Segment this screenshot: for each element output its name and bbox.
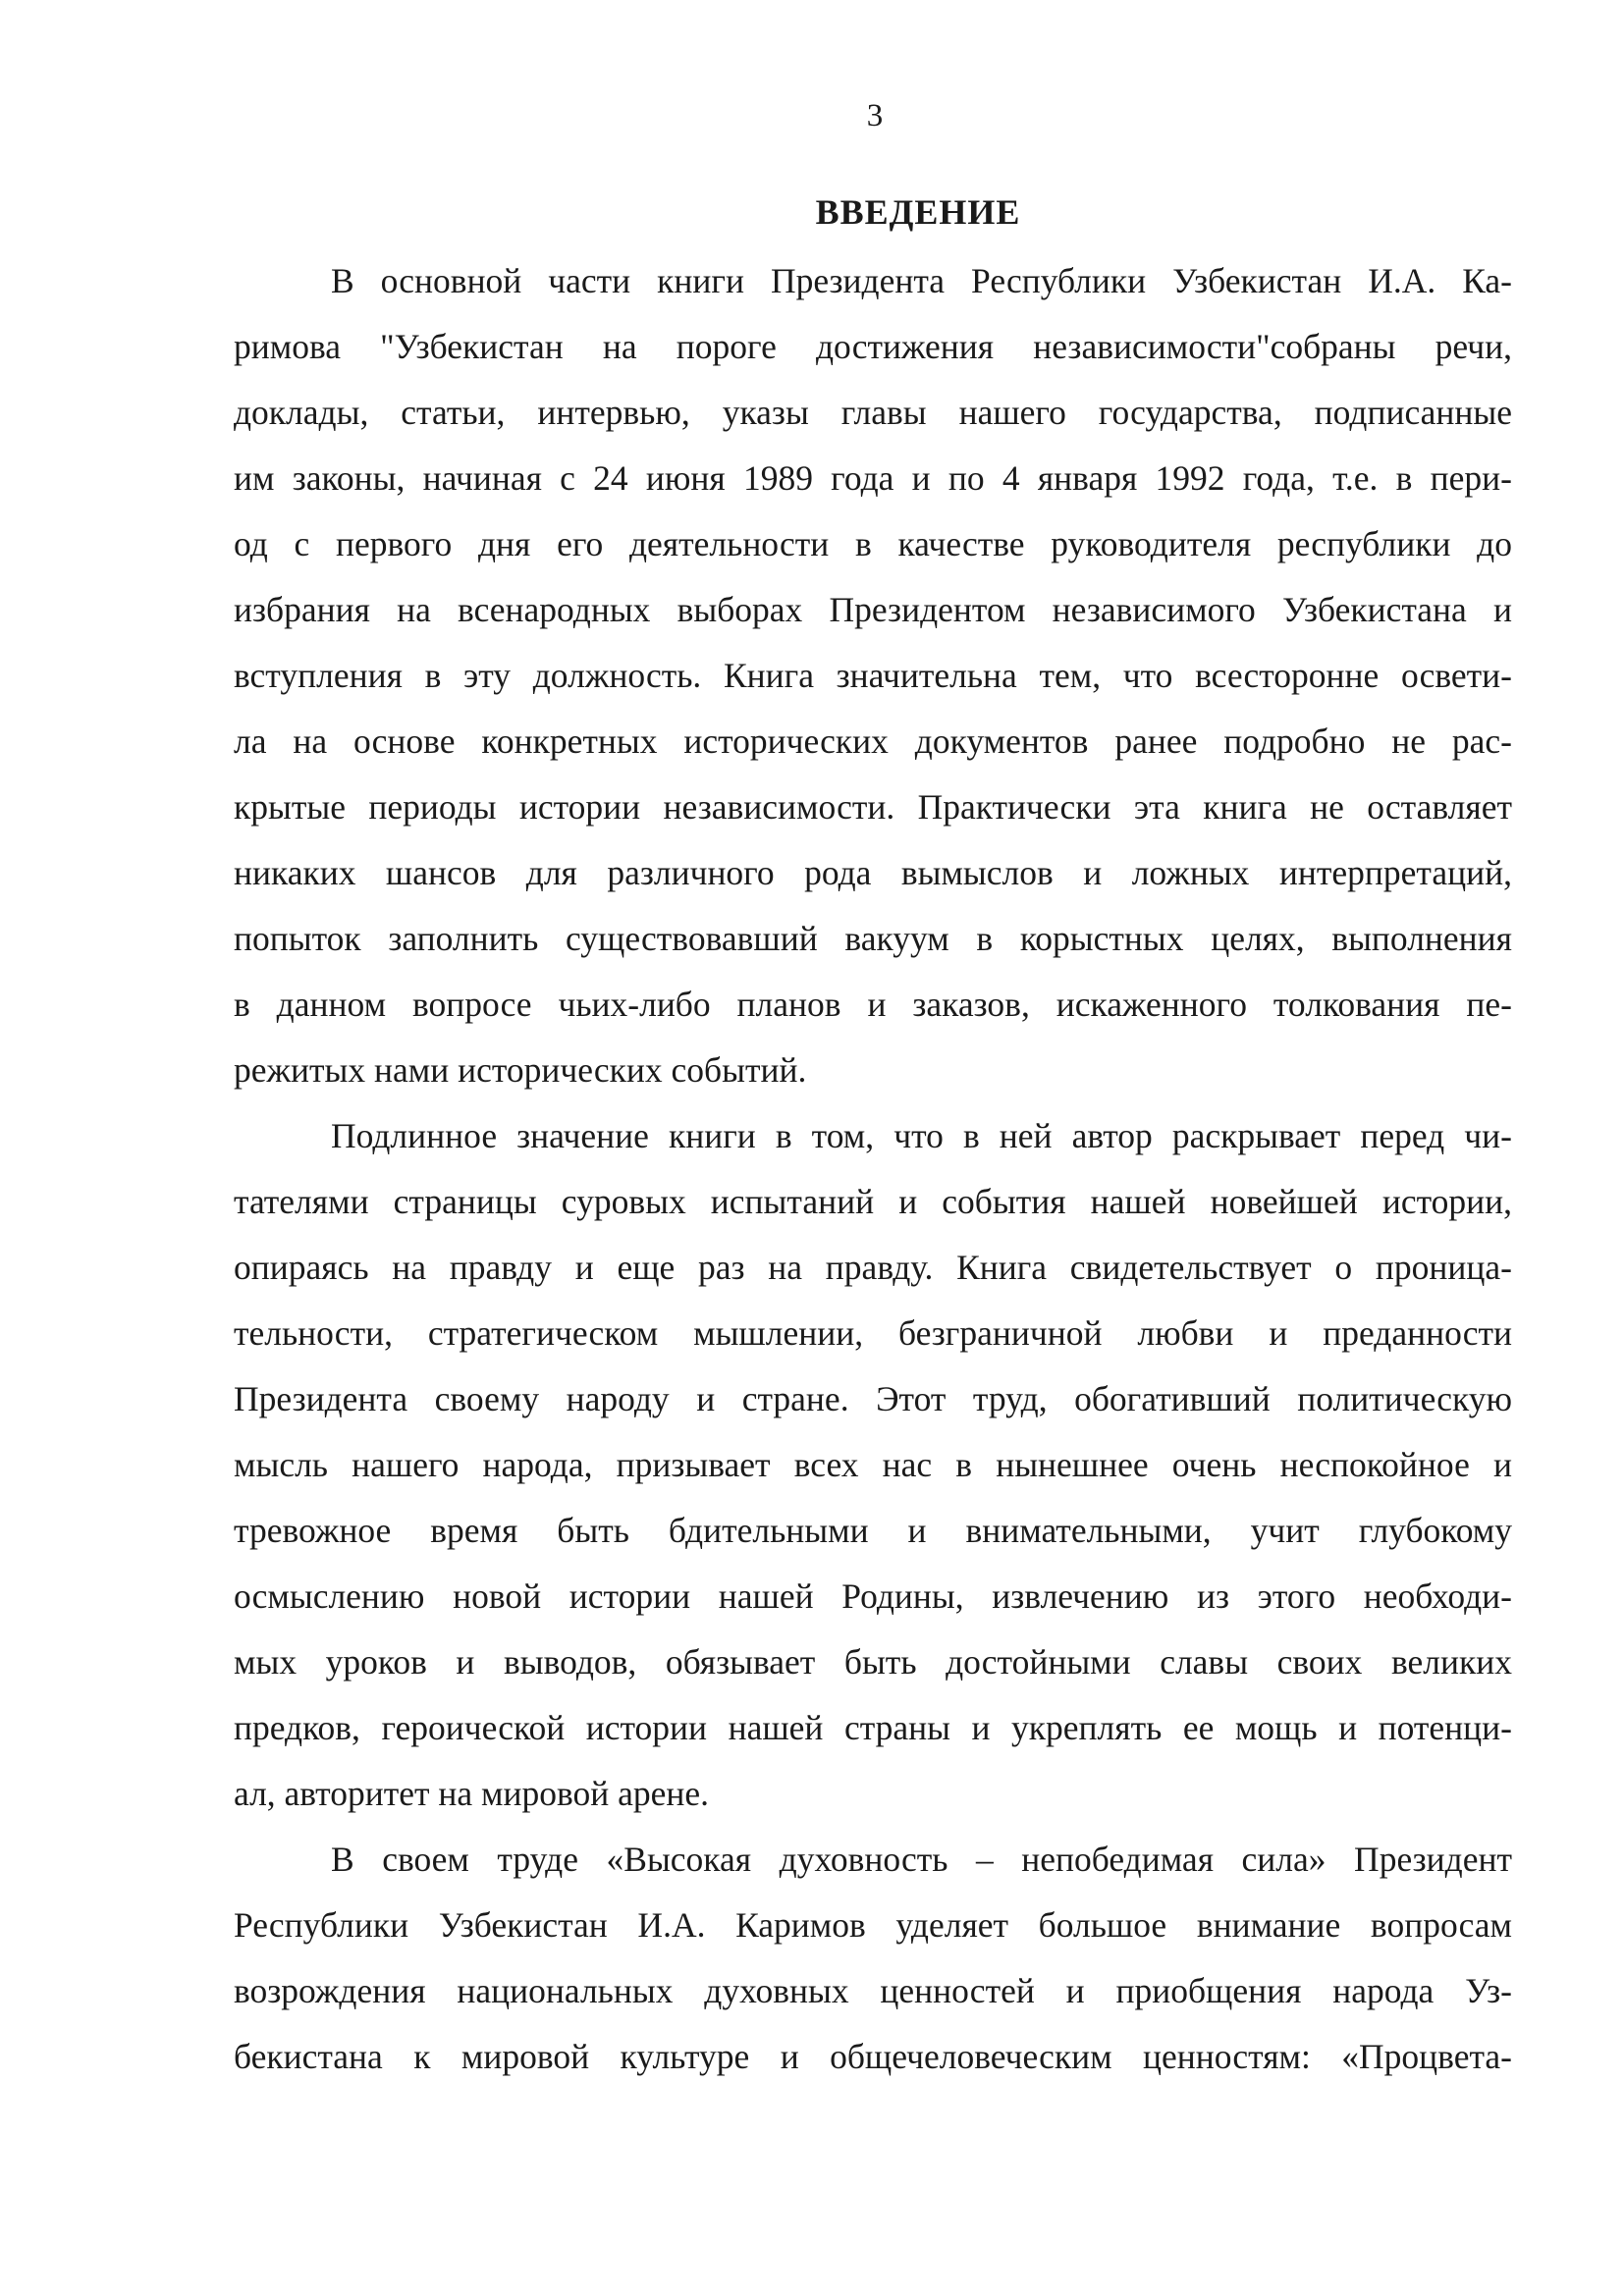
text-line: Республики Узбекистан И.А. Каримов уделяет большое внимание вопросам [234,1905,1512,1945]
text-line: тателями страницы суровых испытаний и события нашей новейшей истории, [234,1182,1512,1221]
text-line: крытые периоды истории независимости. Практически эта книга не оставляет [234,787,1512,827]
text-line: избрания на всенародных выборах Президентом независимого Узбекистана и [234,590,1512,629]
text-line: возрождения национальных духовных ценностей и приобщения народа Уз- [234,1971,1512,2010]
text-line: бекистана к мировой культуре и общечеловеческим ценностям: «Процвета- [234,2037,1512,2076]
text-line: Подлинное значение книги в том, что в ней автор раскрывает перед чи- [331,1116,1512,1155]
text-line: попыток заполнить существовавший вакуум в корыстных целях, выполнения [234,919,1512,958]
text-line: режитых нами исторических событий. [234,1050,807,1090]
text-line: мых уроков и выводов, обязывает быть достойными славы своих великих [234,1642,1512,1682]
text-line: ал, авторитет на мировой арене. [234,1774,709,1813]
text-line: вступления в эту должность. Книга значительна тем, что всесторонне освети- [234,656,1512,695]
text-line: тревожное время быть бдительными и внимательными, учит глубокому [234,1511,1512,1550]
text-line: доклады, статьи, интервью, указы главы нашего государства, подписанные [234,393,1512,432]
text-line: В своем труде «Высокая духовность – непобедимая сила» Президент [331,1840,1512,1879]
text-line: В основной части книги Президента Республики Узбекистан И.А. Ка- [331,261,1512,300]
text-line: мысль нашего народа, призывает всех нас в нынешнее очень неспокойное и [234,1445,1512,1484]
text-line: предков, героической истории нашей страны и укреплять ее мощь и потенци- [234,1708,1512,1747]
text-line: римова "Узбекистан на пороге достижения независимости"собраны речи, [234,327,1512,366]
text-line: тельности, стратегическом мышлении, безграничной любви и преданности [234,1313,1512,1353]
body-text [234,248,1512,2090]
text-line: опираясь на правду и еще раз на правду. Книга свидетельствует о проница- [234,1248,1512,1287]
text-line: од с первого дня его деятельности в качестве руководителя республики до [234,524,1512,563]
text-line: им законы, начиная с 24 июня 1989 года и по 4 января 1992 года, т.е. в пери- [234,458,1512,498]
text-line: ла на основе конкретных исторических документов ранее подробно не рас- [234,721,1512,761]
page-number: 3 [866,98,884,133]
text-line: никаких шансов для различного рода вымыслов и ложных интерпретаций, [234,853,1512,892]
text-line: в данном вопросе чьих-либо планов и заказов, искаженного толкования пе- [234,985,1512,1024]
text-line: осмыслению новой истории нашей Родины, извлечению из этого необходи- [234,1576,1512,1616]
text-line: Президента своему народу и стране. Этот труд, обогативший политическую [234,1379,1512,1418]
section-heading: ВВЕДЕНИЕ [815,192,1021,232]
